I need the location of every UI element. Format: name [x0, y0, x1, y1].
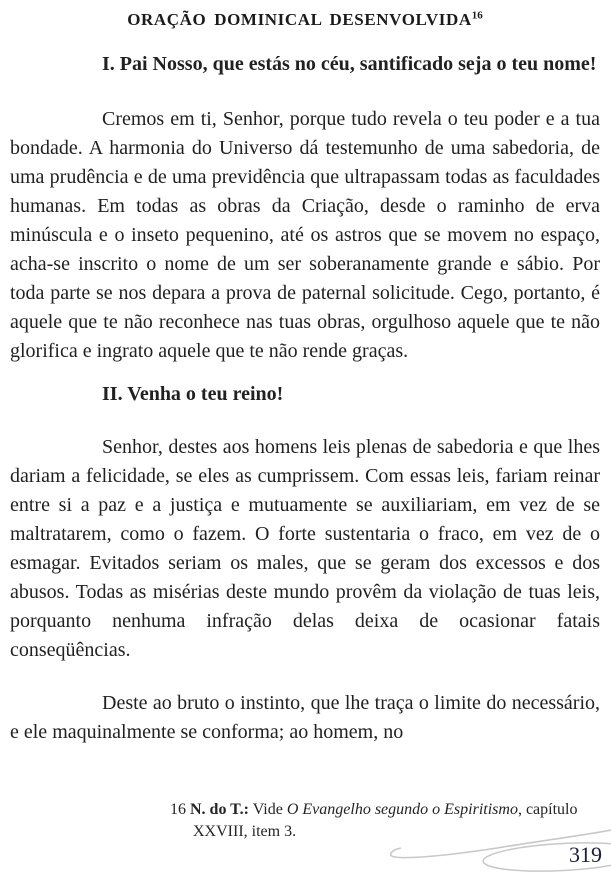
paragraph-1: Cremos em ti, Senhor, porque tudo revela o teu poder e a tua bondade. A harmonia do Universo dá testemunho de uma sabedoria, de uma prudência e de uma previdência que ultrapassam todas as faculdades humanas. Em todas as obras da Criação, desde o raminho de erva minúscula e o inseto pequenino, até os astros que se movem no espaço, acha-se inscrito o nome de um ser soberanamente grande e sábio. Por toda parte se nos depara a prova de paternal solicitude. Cego, portanto, é aquele que te não reconhece nas tuas obras, orgulhoso aquele que te não glorifica e ingrato aquele que te não rende graças. [10, 108, 600, 362]
section-heading-2: II. Venha o teu reino! [102, 383, 284, 405]
footnote-reference: 16 [471, 9, 483, 22]
page-title [10, 0, 600, 30]
footnote-number: 16 [170, 801, 186, 818]
paragraph-2: Senhor, destes aos homens leis plenas de sabedoria e que lhes dariam a felicidade, se eles as cumprissem. Com essas leis, fariam reinar entre si a paz e a justiça e mutuamente se auxiliariam, em vez de se maltratarem, como o fazem. O forte sustentaria o fraco, em vez de o esmagar. Evitados seriam os males, que se geram dos excessos e dos abusos. Todas as misérias deste mundo provêm da violação de tuas leis, porquanto nenhuma infração delas deixa de ocasionar fatais conseqüências. [10, 436, 600, 661]
chapter-title-text: ORAÇÃO DOMINICAL DESENVOLVIDA [127, 10, 472, 29]
footnote [170, 799, 599, 843]
section-heading-1: I. Pai Nosso, que estás no céu, santificado seja o teu nome! [102, 53, 597, 75]
footnote-label: N. do T.: [190, 801, 249, 818]
paragraph-3: Deste ao bruto o instinto, que lhe traça o limite do necessário, e ele maquinalmente se conforma; ao homem, no [10, 692, 600, 743]
page-number: 319 [569, 842, 602, 867]
page-body [10, 50, 600, 747]
footnote-text-rest: , capítulo XXVIII, item 3. [193, 801, 578, 840]
footnote-book-title: O Evangelho segundo o Espiritismo [286, 801, 518, 818]
footnote-text: Vide [252, 801, 287, 818]
